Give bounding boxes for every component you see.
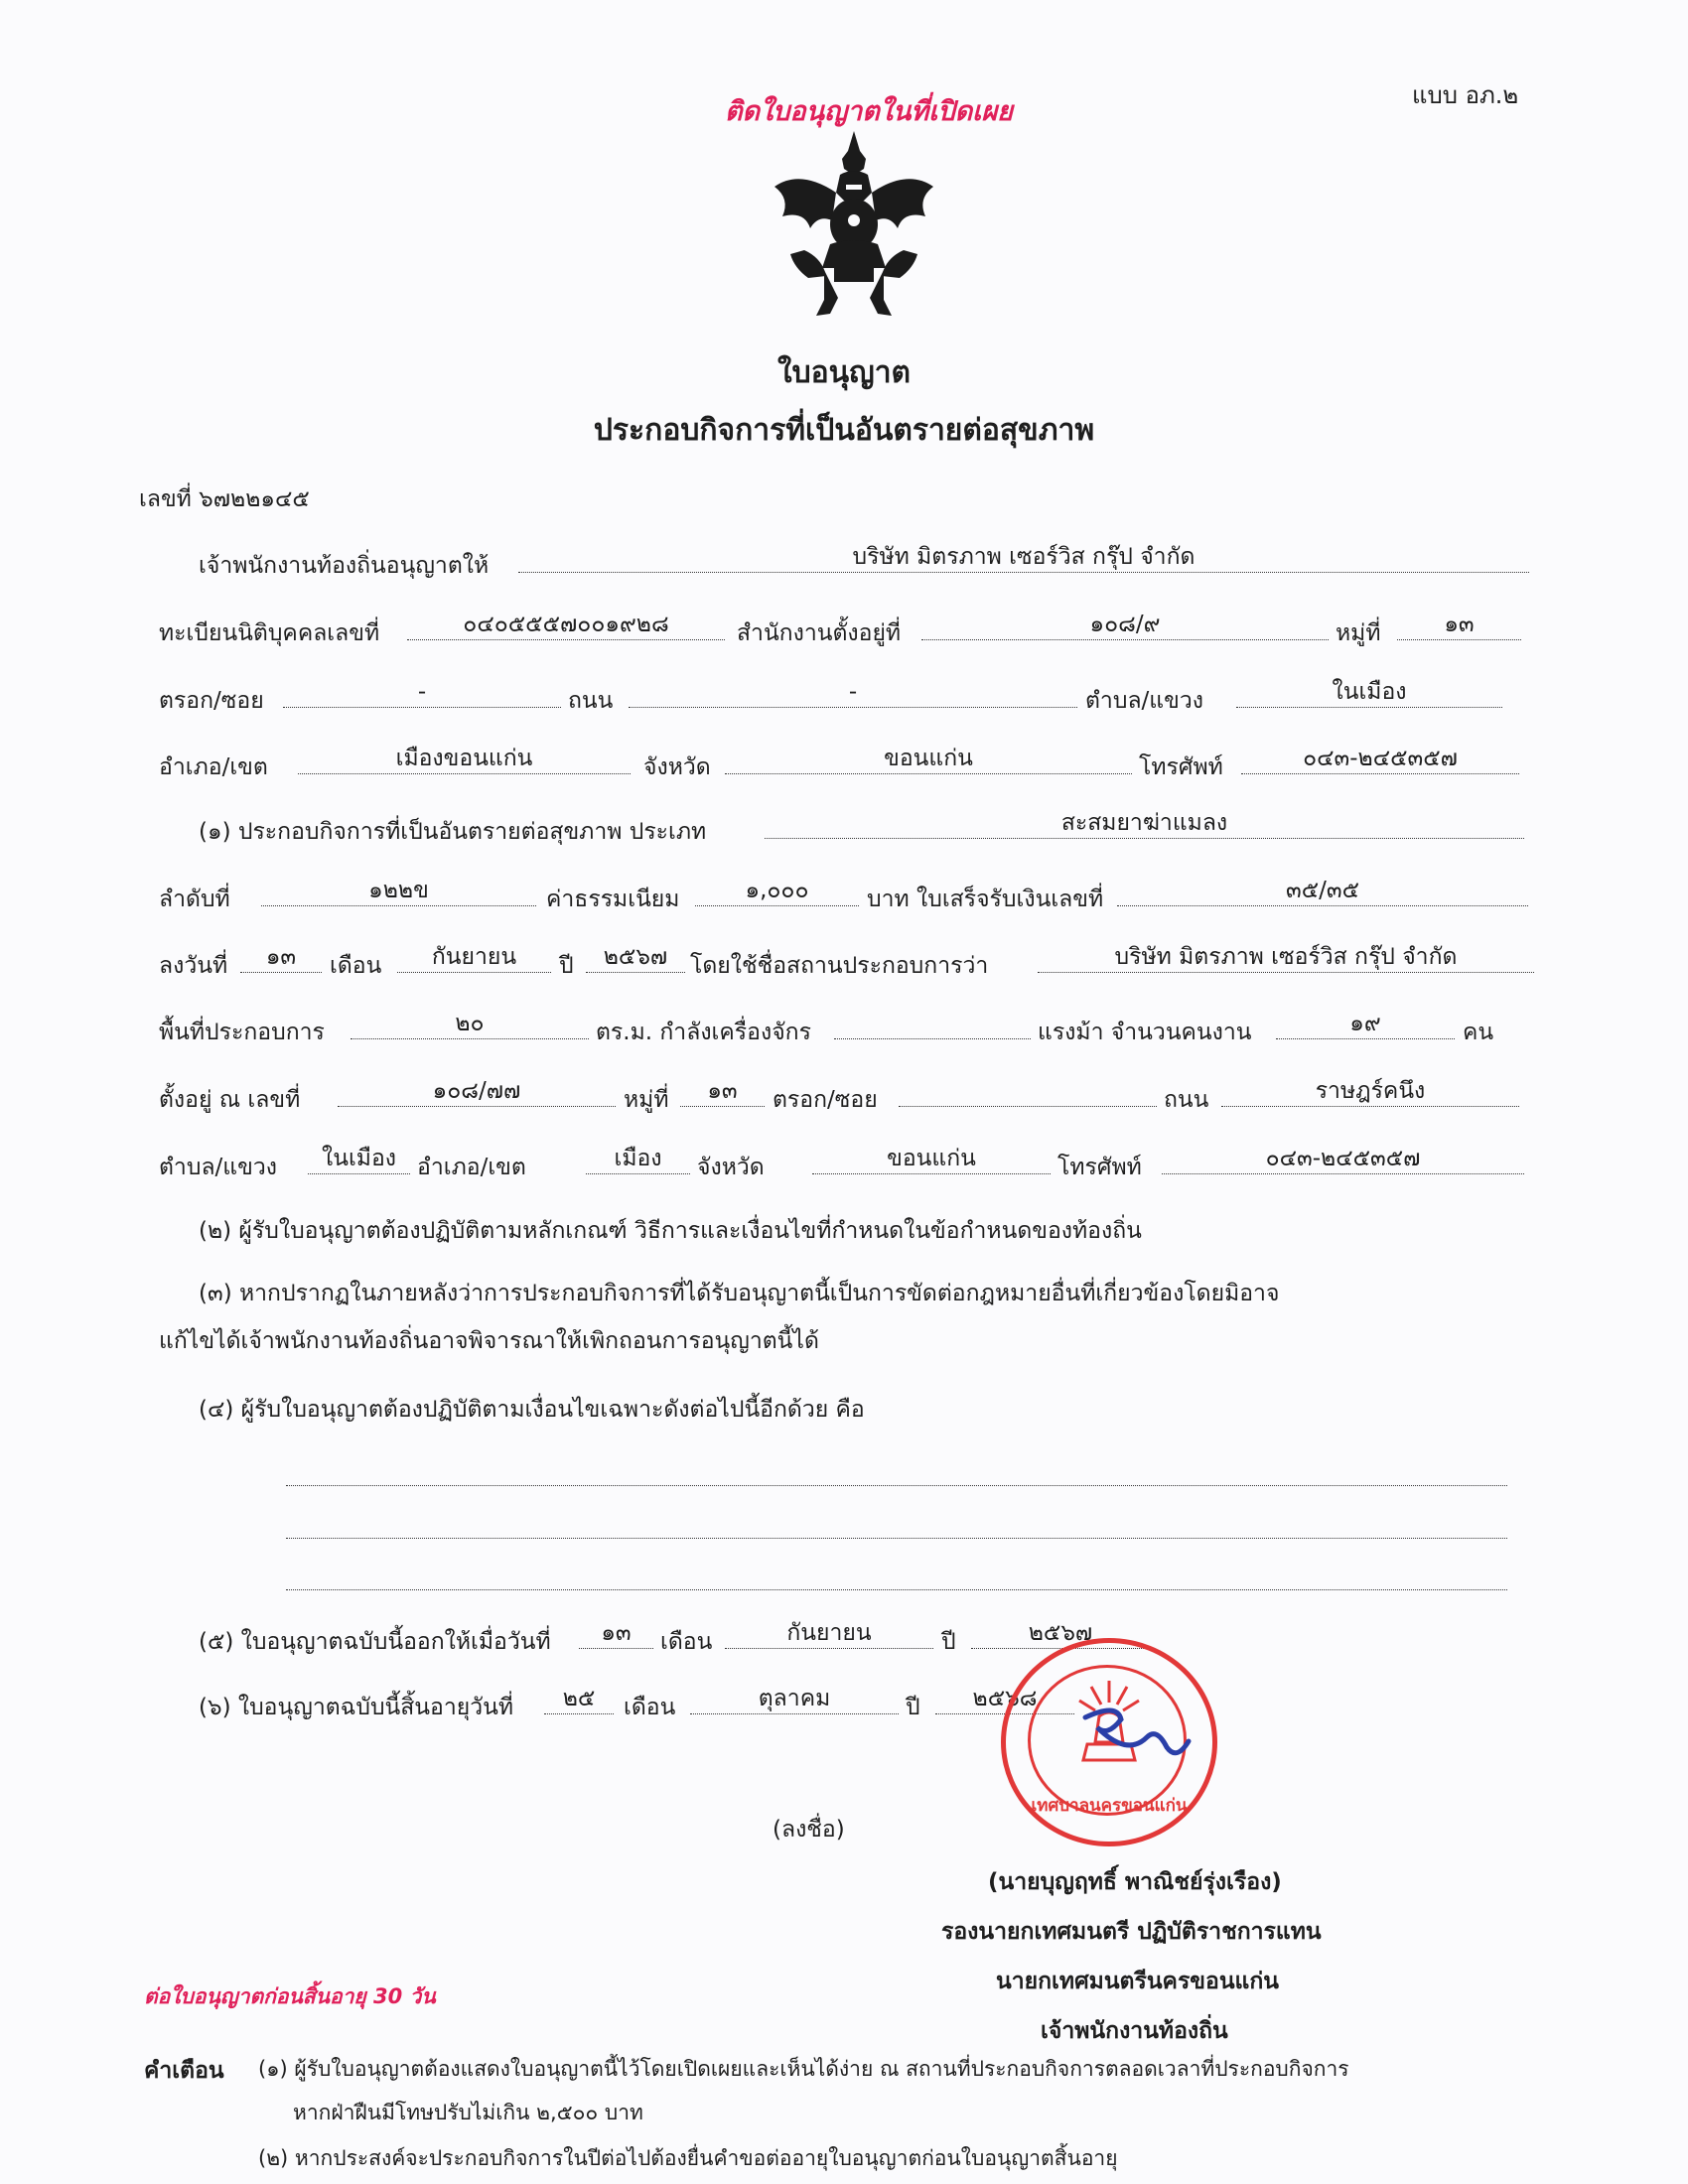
- day-field: ๑๓: [240, 942, 322, 973]
- province2-field: ขอนแก่น: [812, 1144, 1051, 1174]
- tambon-field: ในเมือง: [1236, 677, 1502, 708]
- issue-month-label: เดือน: [660, 1629, 713, 1655]
- office-at-field: ๑๐๘/๙: [921, 610, 1329, 640]
- issue-month-field: กันยายน: [725, 1618, 933, 1649]
- expire-day-field: ๒๕: [544, 1684, 614, 1714]
- license-number: เลขที่ ๖๗๒๒๑๔๕: [139, 486, 310, 512]
- renewal-note: ต่อใบอนุญาตก่อนสิ้นอายุ 30 วัน: [144, 1984, 436, 2008]
- clause-3-line1: (๓) หากปรากฏในภายหลังว่าการประกอบกิจการที่ได้รับอนุญาตนี้เป็นการขัดต่อกฎหมายอื่นที่เกี่ยวข้องโดยมิอาจ: [199, 1281, 1280, 1306]
- moo2-field: ๑๓: [680, 1076, 765, 1107]
- province-field: ขอนแก่น: [725, 744, 1132, 774]
- warning-1-line2: หากฝ่าฝืนมีโทษปรับไม่เกิน ๒,๕๐๐ บาท: [293, 2101, 643, 2124]
- located-no-field: ๑๐๘/๗๗: [338, 1076, 616, 1107]
- sqm-machine-label: ตร.ม. กำลังเครื่องจักร: [596, 1020, 811, 1045]
- issue-year-label: ปี: [941, 1629, 956, 1655]
- public-display-stamp: ติดใบอนุญาตในที่เปิดเผย: [725, 96, 1013, 127]
- expire-month-field: ตุลาคม: [690, 1684, 899, 1714]
- document-subtitle: ประกอบกิจการที่เป็นอันตรายต่อสุขภาพ: [593, 413, 1095, 448]
- clause-4: (๔) ผู้รับใบอนุญาตต้องปฏิบัติตามเงื่อนไขเฉพาะดังต่อไปนี้อีกด้วย คือ: [199, 1397, 865, 1423]
- condition-line-1: [286, 1484, 1507, 1486]
- clause-3-line2: แก้ไขได้เจ้าพนักงานท้องถิ่นอาจพิจารณาให้เพิกถอนการอนุญาตนี้ได้: [159, 1328, 819, 1354]
- using-name-label: โดยใช้ชื่อสถานประกอบการว่า: [690, 953, 989, 979]
- receipt-field: ๓๕/๓๕: [1117, 876, 1528, 906]
- amphoe2-label: อำเภอ/เขต: [417, 1155, 526, 1180]
- clause-6: (๖) ใบอนุญาตฉบับนี้สิ้นอายุวันที่: [199, 1695, 514, 1720]
- tambon2-field: ในเมือง: [308, 1144, 410, 1174]
- tambon-label: ตำบล/แขวง: [1085, 688, 1203, 714]
- expire-year-label: ปี: [906, 1695, 920, 1720]
- month-label: เดือน: [330, 953, 382, 979]
- signer-position-3: เจ้าพนักงานท้องถิ่น: [1041, 2018, 1228, 2044]
- condition-line-3: [286, 1588, 1507, 1590]
- clause-5: (๕) ใบอนุญาตฉบับนี้ออกให้เมื่อวันที่: [199, 1629, 551, 1655]
- grantee-label: เจ้าพนักงานท้องถิ่นอนุญาตให้: [199, 553, 490, 579]
- expire-month-label: เดือน: [624, 1695, 676, 1720]
- phone-field: ๐๔๓-๒๔๕๓๕๗: [1241, 744, 1519, 774]
- workers-field: ๑๙: [1276, 1009, 1455, 1039]
- persons-label: คน: [1463, 1020, 1494, 1045]
- amphoe2-field: เมือง: [586, 1144, 690, 1174]
- document-title: ใบอนุญาต: [776, 355, 912, 390]
- signer-position-1: รองนายกเทศมนตรี ปฏิบัติราชการแทน: [941, 1919, 1322, 1945]
- item1-label: (๑) ประกอบกิจการที่เป็นอันตรายต่อสุขภาพ ประเภท: [199, 819, 707, 845]
- province-label: จังหวัด: [643, 754, 711, 780]
- located-no-label: ตั้งอยู่ ณ เลขที่: [159, 1087, 301, 1113]
- form-code: แบบ อภ.๒: [1412, 81, 1519, 109]
- area-label: พื้นที่ประกอบการ: [159, 1020, 325, 1045]
- signature-scribble: [1077, 1698, 1196, 1767]
- warning-label: คำเตือน: [144, 2058, 224, 2084]
- business-type-field: สะสมยาฆ่าแมลง: [765, 808, 1524, 839]
- machine-field: [834, 1009, 1031, 1039]
- year-label: ปี: [559, 953, 574, 979]
- amphoe-label: อำเภอ/เขต: [159, 754, 268, 780]
- road2-label: ถนน: [1164, 1087, 1209, 1113]
- moo-label: หมู่ที่: [1336, 620, 1381, 646]
- signer-name: (นายบุญฤทธิ์ พาณิชย์รุ่งเรือง): [988, 1869, 1282, 1895]
- warning-1-line1: (๑) ผู้รับใบอนุญาตต้องแสดงใบอนุญาตนี้ไว้โดยเปิดเผยและเห็นได้ง่าย ณ สถานที่ประกอบกิจการตลอดเวลาที่ประกอบกิจการ: [258, 2057, 1349, 2081]
- amphoe-field: เมืองขอนแก่น: [298, 744, 631, 774]
- phone2-field: ๐๔๓-๒๔๕๓๕๗: [1162, 1144, 1524, 1174]
- road2-field: ราษฎร์คนึง: [1221, 1076, 1519, 1107]
- garuda-emblem-icon: [765, 129, 943, 323]
- year-field: ๒๕๖๗: [586, 942, 685, 973]
- reg-no-label: ทะเบียนนิติบุคคลเลขที่: [159, 620, 380, 646]
- seal-text: เทศบาลนครขอนแก่น: [1031, 1796, 1188, 1816]
- warning-2: (๒) หากประสงค์จะประกอบกิจการในปีต่อไปต้องยื่นคำขอต่ออายุใบอนุญาตก่อนใบอนุญาตสิ้นอายุ: [258, 2146, 1118, 2170]
- condition-line-2: [286, 1537, 1507, 1539]
- issue-day-field: ๑๓: [579, 1618, 653, 1649]
- phone-label: โทรศัพท์: [1139, 754, 1223, 780]
- province2-label: จังหวัด: [697, 1155, 765, 1180]
- tambon2-label: ตำบล/แขวง: [159, 1155, 277, 1180]
- soi2-field: [899, 1076, 1157, 1107]
- sign-label: (ลงชื่อ): [773, 1817, 845, 1843]
- expire-year-field: ๒๕๖๘: [935, 1684, 1074, 1714]
- signer-position-2: นายกเทศมนตรีนครขอนแก่น: [996, 1969, 1280, 1994]
- month-field: กันยายน: [397, 942, 551, 973]
- hp-workers-label: แรงม้า จำนวนคนงาน: [1038, 1020, 1252, 1045]
- moo2-label: หมู่ที่: [624, 1087, 669, 1113]
- business-name-field: บริษัท มิตรภาพ เซอร์วิส กรุ๊ป จำกัด: [1038, 942, 1534, 973]
- dated-label: ลงวันที่: [159, 953, 228, 979]
- soi2-label: ตรอก/ซอย: [773, 1087, 878, 1113]
- issue-year-field: ๒๕๖๗: [971, 1618, 1150, 1649]
- order-field: ๑๒๒ข: [261, 876, 536, 906]
- phone2-label: โทรศัพท์: [1057, 1155, 1142, 1180]
- office-at-label: สำนักงานตั้งอยู่ที่: [737, 620, 902, 646]
- road-field: -: [629, 677, 1077, 708]
- road-label: ถนน: [568, 688, 614, 714]
- soi-field: -: [283, 677, 561, 708]
- clause-2: (๒) ผู้รับใบอนุญาตต้องปฏิบัติตามหลักเกณฑ์ วิธีการและเงื่อนไขที่กำหนดในข้อกำหนดของท้องถิ่น: [199, 1218, 1142, 1244]
- soi-label: ตรอก/ซอย: [159, 688, 264, 714]
- grantee-field: บริษัท มิตรภาพ เซอร์วิส กรุ๊ป จำกัด: [518, 542, 1529, 573]
- moo-field: ๑๓: [1397, 610, 1521, 640]
- area-field: ๒๐: [351, 1009, 589, 1039]
- fee-label: ค่าธรรมเนียม: [546, 887, 680, 912]
- receipt-label: บาท ใบเสร็จรับเงินเลขที่: [867, 887, 1104, 912]
- fee-field: ๑,๐๐๐: [695, 876, 859, 906]
- order-label: ลำดับที่: [159, 887, 230, 912]
- reg-no-field: ๐๔๐๕๕๕๗๐๐๑๙๒๘: [407, 610, 725, 640]
